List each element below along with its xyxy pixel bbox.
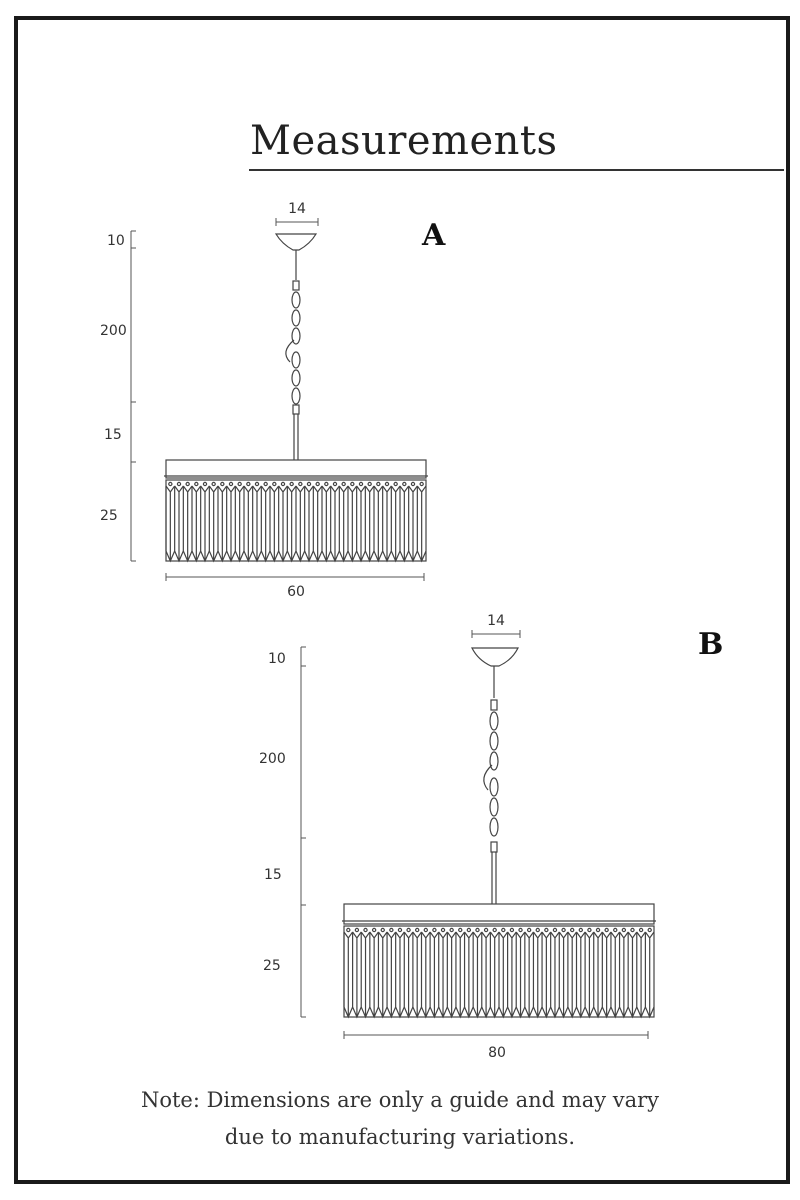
crystal-bead xyxy=(359,482,362,485)
page-title: Measurements xyxy=(250,118,558,164)
crystal-bead xyxy=(398,928,401,931)
chandelier-b xyxy=(342,648,656,1017)
crystal-prism xyxy=(439,932,448,1017)
crystal-prism xyxy=(542,932,551,1017)
crystal-bead xyxy=(238,482,241,485)
dim-canopy-height-b: 10 xyxy=(268,651,286,667)
crystal-prism xyxy=(175,486,184,561)
crystal-prism xyxy=(430,932,439,1017)
crystal-prism xyxy=(400,486,409,561)
crystal-bead xyxy=(614,928,617,931)
crystal-prism xyxy=(499,932,508,1017)
crystal-bead xyxy=(411,482,414,485)
crystal-prism xyxy=(331,486,340,561)
dim-width-a: 60 xyxy=(287,584,305,600)
crystal-prism xyxy=(422,932,431,1017)
crystal-bead xyxy=(536,928,539,931)
crystal-bead xyxy=(247,482,250,485)
crystal-bead xyxy=(648,928,651,931)
crystal-bead xyxy=(351,482,354,485)
crystal-bead xyxy=(290,482,293,485)
diagram-label-b: B xyxy=(698,627,724,662)
crystal-prism xyxy=(370,932,379,1017)
crystal-prism xyxy=(516,932,525,1017)
crystals-b xyxy=(344,928,654,1017)
crystal-prism xyxy=(602,932,611,1017)
crystal-bead xyxy=(502,928,505,931)
crystal-bead xyxy=(510,928,513,931)
crystal-prism xyxy=(357,486,366,561)
crystal-bead xyxy=(373,928,376,931)
crystal-prism xyxy=(465,932,474,1017)
dim-chain-a: 200 xyxy=(100,323,127,339)
note-line-1: Note: Dimensions are only a guide and may vary xyxy=(140,1088,660,1112)
dim-crystals-b: 25 xyxy=(263,958,281,974)
crystal-prism xyxy=(353,932,362,1017)
crystal-prism xyxy=(637,932,646,1017)
crystal-prism xyxy=(413,932,422,1017)
crystal-prism xyxy=(594,932,603,1017)
crystal-prism xyxy=(391,486,400,561)
crystal-prism xyxy=(305,486,314,561)
crystal-prism xyxy=(404,932,413,1017)
crystal-bead xyxy=(588,928,591,931)
crystal-bead xyxy=(407,928,410,931)
dim-canopy-a: 14 xyxy=(288,201,306,217)
crystal-bead xyxy=(459,928,462,931)
crystal-bead xyxy=(579,928,582,931)
crystal-bead xyxy=(416,928,419,931)
crystal-prism xyxy=(378,932,387,1017)
crystal-bead xyxy=(403,482,406,485)
crystal-prism xyxy=(244,486,253,561)
crystal-prism xyxy=(218,486,227,561)
crystal-bead xyxy=(484,928,487,931)
crystal-bead xyxy=(605,928,608,931)
dim-frame-a: 15 xyxy=(104,427,122,443)
crystal-prism xyxy=(201,486,210,561)
crystal-prism xyxy=(322,486,331,561)
crystal-prism xyxy=(533,932,542,1017)
crystal-bead xyxy=(596,928,599,931)
crystal-prism xyxy=(344,932,353,1017)
crystal-bead xyxy=(441,928,444,931)
chandelier-a xyxy=(164,234,428,561)
crystal-prism xyxy=(279,486,288,561)
crystal-bead xyxy=(385,482,388,485)
crystal-bead xyxy=(195,482,198,485)
crystal-bead xyxy=(186,482,189,485)
crystal-prism xyxy=(490,932,499,1017)
crystal-bead xyxy=(420,482,423,485)
crystal-bead xyxy=(169,482,172,485)
crystal-bead xyxy=(325,482,328,485)
crystal-prism xyxy=(568,932,577,1017)
crystal-prism xyxy=(227,486,236,561)
crystal-prism xyxy=(409,486,418,561)
crystal-prism xyxy=(417,486,426,561)
crystal-prism xyxy=(296,486,305,561)
dim-canopy-b: 14 xyxy=(487,613,505,629)
crystal-prism xyxy=(645,932,654,1017)
crystal-bead xyxy=(221,482,224,485)
dim-crystals-a: 25 xyxy=(100,508,118,524)
crystal-prism xyxy=(525,932,534,1017)
crystal-prism xyxy=(166,486,175,561)
crystal-prism xyxy=(456,932,465,1017)
chain-a xyxy=(286,250,300,460)
crystal-bead xyxy=(424,928,427,931)
crystal-bead xyxy=(342,482,345,485)
crystal-bead xyxy=(355,928,358,931)
crystal-bead xyxy=(528,928,531,931)
canopy-a xyxy=(276,234,316,250)
crystal-bead xyxy=(212,482,215,485)
crystal-bead xyxy=(264,482,267,485)
crystal-bead xyxy=(571,928,574,931)
crystal-bead xyxy=(545,928,548,931)
crystal-bead xyxy=(299,482,302,485)
crystal-bead xyxy=(177,482,180,485)
crystal-bead xyxy=(631,928,634,931)
crystal-prism xyxy=(348,486,357,561)
crystal-bead xyxy=(347,928,350,931)
crystal-prism xyxy=(473,932,482,1017)
crystal-prism xyxy=(387,932,396,1017)
crystals-a xyxy=(166,482,426,561)
crystal-bead xyxy=(493,928,496,931)
crystal-prism xyxy=(287,486,296,561)
crystal-bead xyxy=(255,482,258,485)
crystal-prism xyxy=(559,932,568,1017)
crystal-bead xyxy=(390,928,393,931)
crystal-prism xyxy=(209,486,218,561)
crystal-prism xyxy=(253,486,262,561)
crystal-prism xyxy=(313,486,322,561)
crystal-prism xyxy=(585,932,594,1017)
crystal-bead xyxy=(316,482,319,485)
crystal-bead xyxy=(368,482,371,485)
crystal-prism xyxy=(611,932,620,1017)
crystal-prism xyxy=(339,486,348,561)
crystal-bead xyxy=(381,928,384,931)
crystal-bead xyxy=(377,482,380,485)
note-line-2: due to manufacturing variations. xyxy=(224,1125,576,1149)
crystal-prism xyxy=(192,486,201,561)
crystal-prism xyxy=(365,486,374,561)
crystal-prism xyxy=(482,932,491,1017)
crystal-prism xyxy=(383,486,392,561)
crystal-prism xyxy=(270,486,279,561)
frame-a xyxy=(166,460,426,478)
crystal-prism xyxy=(261,486,270,561)
dim-width-b: 80 xyxy=(488,1045,506,1061)
crystal-prism xyxy=(374,486,383,561)
crystal-prism xyxy=(628,932,637,1017)
crystal-prism xyxy=(396,932,405,1017)
crystal-bead xyxy=(639,928,642,931)
crystal-bead xyxy=(467,928,470,931)
crystal-bead xyxy=(273,482,276,485)
crystal-prism xyxy=(620,932,629,1017)
crystal-bead xyxy=(622,928,625,931)
crystal-prism xyxy=(235,486,244,561)
diagram-label-a: A xyxy=(422,218,446,253)
crystal-prism xyxy=(361,932,370,1017)
crystal-bead xyxy=(519,928,522,931)
crystal-bead xyxy=(364,928,367,931)
crystal-bead xyxy=(229,482,232,485)
crystal-bead xyxy=(281,482,284,485)
crystal-bead xyxy=(450,928,453,931)
crystal-prism xyxy=(508,932,517,1017)
crystal-bead xyxy=(333,482,336,485)
crystal-prism xyxy=(551,932,560,1017)
crystal-prism xyxy=(183,486,192,561)
crystal-bead xyxy=(203,482,206,485)
crystal-prism xyxy=(577,932,586,1017)
dim-chain-b: 200 xyxy=(259,751,286,767)
crystal-bead xyxy=(562,928,565,931)
crystal-prism xyxy=(447,932,456,1017)
dim-canopy-height-a: 10 xyxy=(107,233,125,249)
crystal-bead xyxy=(553,928,556,931)
crystal-bead xyxy=(476,928,479,931)
canopy-b xyxy=(472,648,518,666)
chain-b xyxy=(484,666,498,904)
crystal-bead xyxy=(433,928,436,931)
dim-frame-b: 15 xyxy=(264,867,282,883)
crystal-bead xyxy=(394,482,397,485)
crystal-bead xyxy=(307,482,310,485)
